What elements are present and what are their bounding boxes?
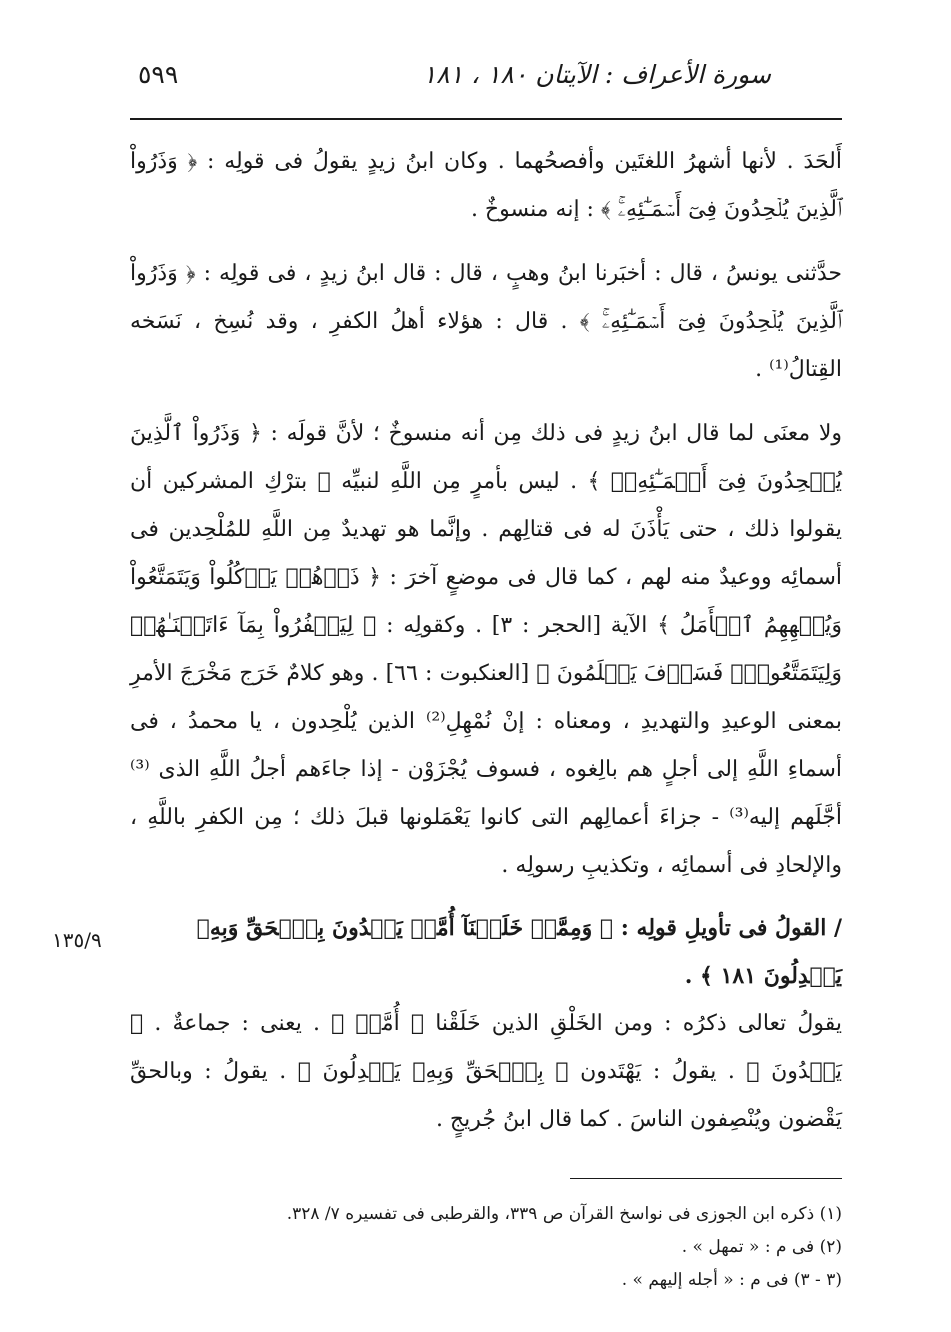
page-header — [130, 60, 821, 100]
paragraph-2: حدَّثنى يونسُ ، قال : أخبَرنا ابنُ وهبٍ ، قال : قال ابنُ زيدٍ ، فى قولِه : ﴿ وَذَرُواْ ٱلَّذِينَ يُلۡحِدُونَ فِىٓ أَسۡمَـٰٓئِهِۦۚ ﴾ . قال : هؤلاء أهلُ الكفرِ ، وقد نُسِخ ، نَسَخه القِتالُ⁽¹⁾ . — [130, 261, 842, 382]
running-title: سورة الأعراف : الآيتان ١٨٠ ، ١٨١ — [422, 60, 771, 89]
section-heading: / القولُ فى تأويلِ قولِه : ﴿ وَمِمَّنۡ خَلَقۡنَآ أُمَّةٞ يَهۡدُونَ بِٱلۡحَقِّ وَبِهِۦ يَعۡدِلُونَ ١٨١ ﴾ . — [196, 915, 842, 989]
footnote-2: (٢) فى م : « تمهل » . — [681, 1237, 842, 1257]
header-divider — [130, 118, 842, 120]
paragraph-1: أَلحَدَ . لأنها أشهرُ اللغتَين وأفصحُهما . وكان ابنُ زيدٍ يقولُ فى قولِه : ﴿ وَذَرُواْ ٱلَّذِينَ يُلۡحِدُونَ فِىٓ أَسۡمَـٰٓئِهِۦۚ ﴾ : إنه منسوخٌ . — [130, 149, 842, 222]
footnotes — [130, 1198, 842, 1297]
footnote-3: (٣ - ٣) فى م : « أجله إليهم » . — [621, 1270, 842, 1290]
footnote-divider — [570, 1178, 842, 1179]
footnote-1: (١) ذكره ابن الجوزى فى نواسخ القرآن ص ٣٣٩، والقرطبى فى تفسيره ٧/ ٣٢٨. — [286, 1204, 842, 1224]
main-text — [130, 138, 842, 1144]
page-number: ٥٩٩ — [138, 60, 179, 89]
paragraph-4: يقولُ تعالى ذكرُه : ومن الخَلْقِ الذين خَلَقْنا ﴿ أُمَّةٞ ﴾ . يعنى : جماعةٌ . ﴿ يَهۡدُونَ ﴾ . يقولُ : يَهْتَدون ﴿ بِٱلۡحَقِّ وَبِهِۦ يَعۡدِلُونَ ﴾ . يقولُ : وبالحقِّ يَقْضون ويُنْصِفون الناسَ . كما قال ابنُ جُريجٍ . — [130, 1011, 842, 1132]
margin-reference: ١٣٥/٩ — [52, 928, 102, 952]
paragraph-3: ولا معنَى لما قال ابنُ زيدٍ فى ذلك مِن أنه منسوخٌ ؛ لأنَّ قولَه : ﴿ وَذَرُواْ ٱلَّذِينَ يُلۡحِدُونَ فِىٓ أَسۡمَـٰٓئِهِۦۚ ﴾ . ليس بأمرٍ مِن اللَّهِ لنبيِّه ﷺ بترْكِ المشركين أن يقولوا ذلك ، حتى يَأْذَنَ له فى قتالِهم . وإنَّما هو تهديدٌ مِن اللَّهِ للمُلْحِدين فى أسمائِه ووعيدٌ منه لهم ، كما قال فى موضعٍ آخرَ : ﴿ ذَرۡهُمۡ يَأۡكُلُواْ وَيَتَمَتَّعُواْ وَيُلۡهِهِمُ ٱلۡأَمَلُ ﴾ الآية [الحجر : ٣] . وكقولِه : ﴿ لِيَكۡفُرُواْ بِمَآ ءَاتَيۡنَـٰهُمۡ وَلِيَتَمَتَّعُواْۖ فَسَوۡفَ يَعۡلَمُونَ ﴾ [العنكبوت : ٦٦] . وهو كلامٌ خَرَج مَخْرَجَ الأمرِ بمعنى الوعيدِ والتهديدِ ، ومعناه : إنْ نُمْهِلِ⁽²⁾ الذين يُلْحِدون ، يا محمدُ ، فى أسماءِ اللَّهِ إلى أجلٍ هم بالِغوه ، فسوف يُجْزَوْن - إذا جاءَهم أجلُ اللَّهِ الذى ⁽³⁾أجَّلَهم إليه⁽³⁾ - جزاءَ أعمالِهم التى كانوا يَعْمَلونها قبلَ ذلك ؛ مِن الكفرِ باللَّهِ ، والإلحادِ فى أسمائِه ، وتكذيبِ رسولِه . — [130, 421, 843, 878]
